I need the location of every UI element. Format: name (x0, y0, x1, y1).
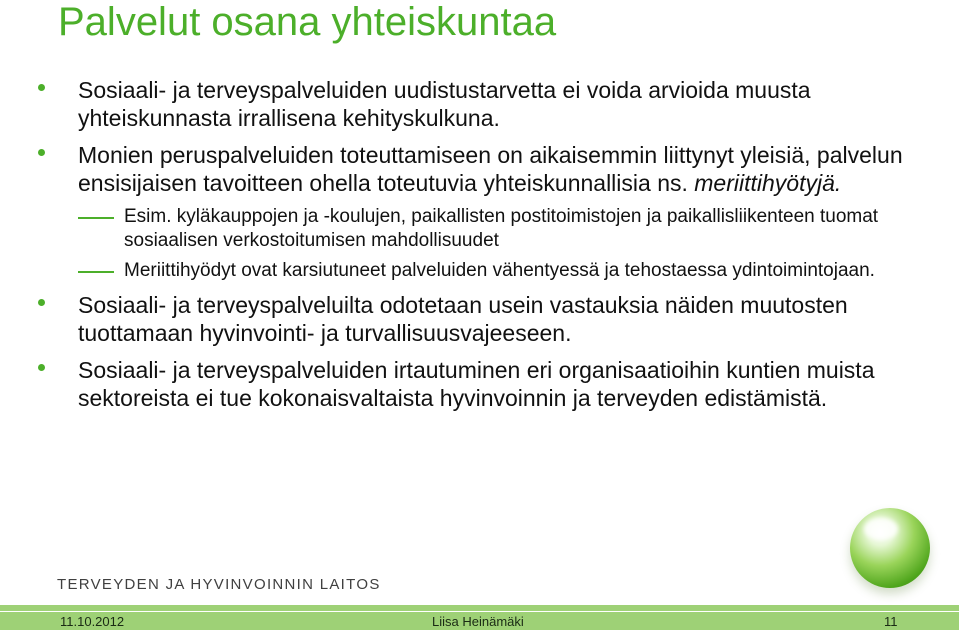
bullet-dot-icon (38, 149, 45, 156)
footer-date: 11.10.2012 (60, 614, 125, 629)
subbullet-text: Esim. kyläkauppojen ja -koulujen, paikallisten postitoimistojen ja paikallisliikenteen tuomat sosiaalisen verkostoitumisen mahdollisuudet (124, 206, 879, 251)
bullet-item (0, 356, 930, 412)
slide-title: Palvelut osana yhteiskuntaa (58, 0, 557, 44)
page-number: 11 (884, 614, 898, 629)
dash-icon (78, 217, 114, 219)
bullet-item (0, 76, 930, 132)
dash-icon (78, 271, 114, 273)
bullet-item (0, 141, 930, 197)
subbullet-item (0, 205, 930, 253)
bullet-list (0, 76, 930, 412)
bullet-text: Sosiaali- ja terveyspalveluilta odotetaan usein vastauksia näiden muutosten tuottamaan hyvinvointi- ja turvallisuusvajeeseen. (78, 292, 848, 346)
subbullet-text: Meriittihyödyt ovat karsiutuneet palveluiden vähentyessä ja tehostaessa ydintoimintojaan. (124, 260, 875, 281)
bullet-dot-icon (38, 364, 45, 371)
green-sphere-logo-icon (850, 508, 930, 588)
bullet-dot-icon (38, 299, 45, 306)
organization-name: TERVEYDEN JA HYVINVOINNIN LAITOS (57, 576, 381, 593)
bullet-dot-icon (38, 84, 45, 91)
footer-divider (0, 611, 959, 612)
subbullet-item (0, 259, 930, 283)
bullet-item (0, 291, 930, 347)
footer-author: Liisa Heinämäki (432, 614, 524, 629)
bullet-text: Monien peruspalveluiden toteuttamiseen on aikaisemmin liittynyt yleisiä, palvelun ensisijaisen tavoitteen ohella toteutuvia yhteiskunnallisia ns. (78, 142, 903, 196)
bullet-text-italic: meriittihyötyjä. (694, 170, 842, 196)
bullet-text: Sosiaali- ja terveyspalveluiden irtautuminen eri organisaatioihin kuntien muista sektoreista ei tue kokonaisvaltaista hyvinvoinnin ja terveyden edistämistä. (78, 357, 875, 411)
bullet-text: Sosiaali- ja terveyspalveluiden uudistustarvetta ei voida arvioida muusta yhteiskunnasta irrallisena kehityskulkuna. (78, 77, 811, 131)
